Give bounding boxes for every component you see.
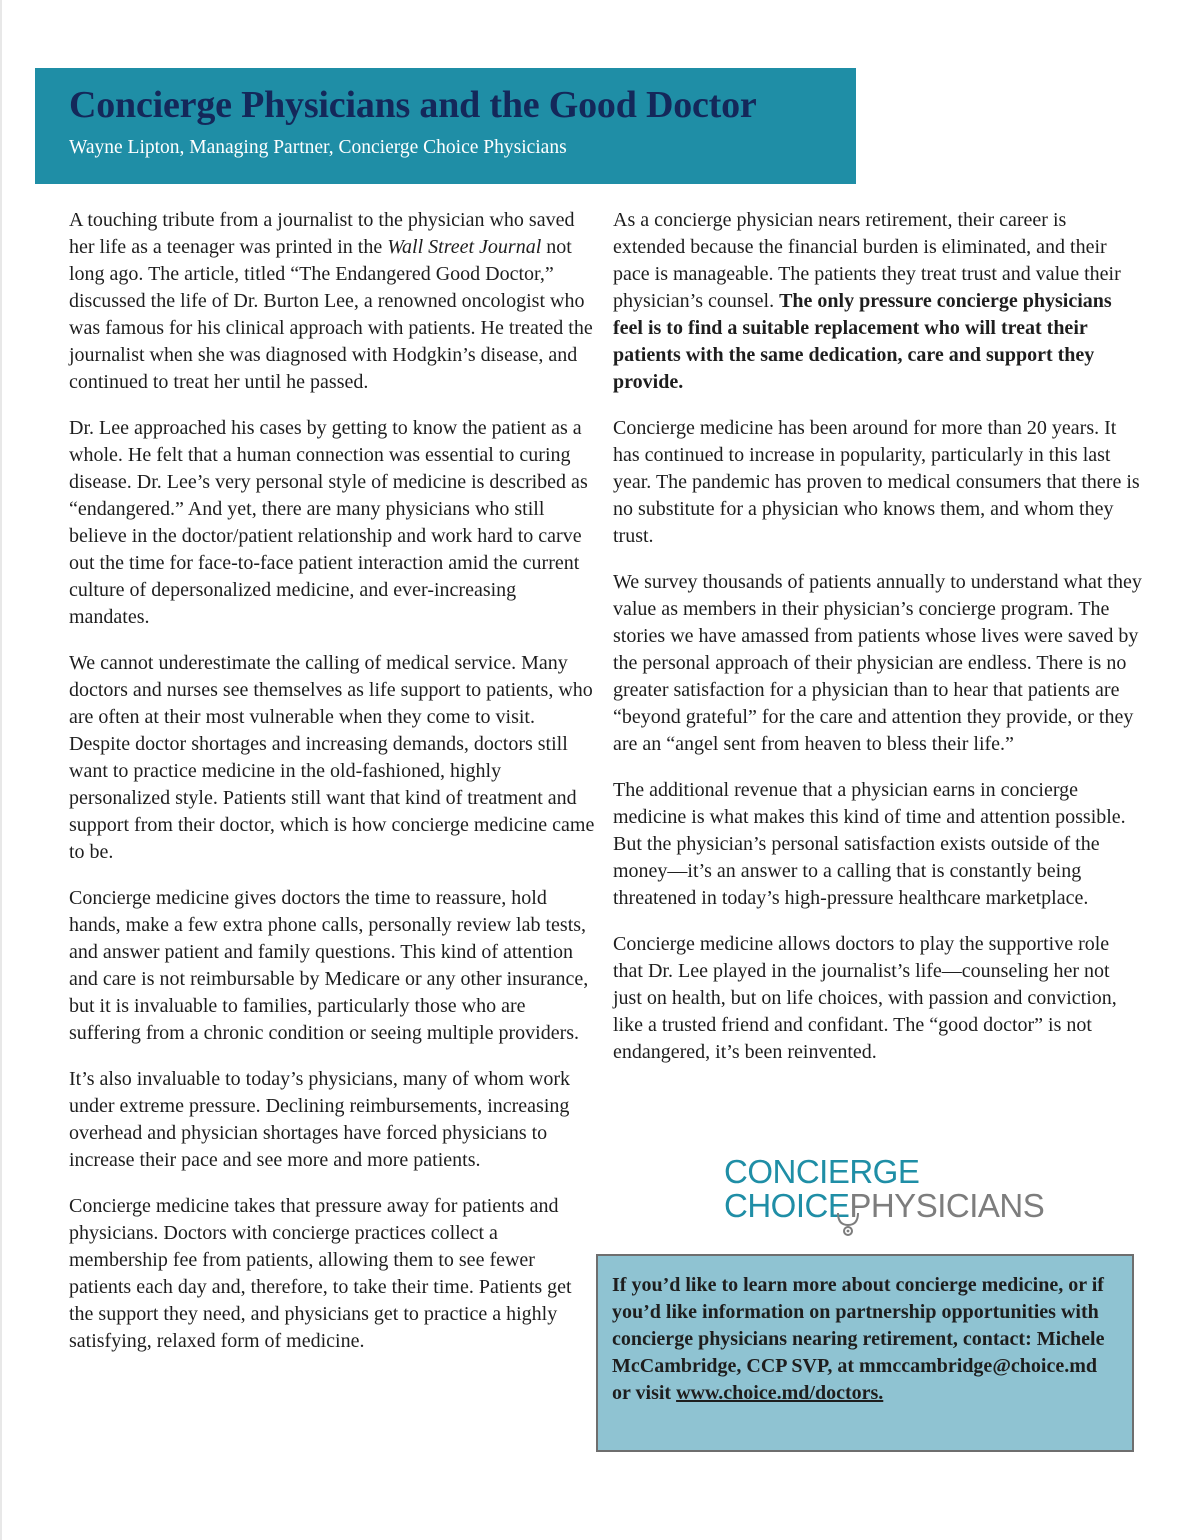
paragraph: We cannot underestimate the calling of medical service. Many doctors and nurses see themselves as life support to patients, who are often at their most vulnerable when they come to visit. Despite doctor shortages and increasing demands, doctors still want to practice medicine in the old-fashioned, highly personalized style. Patients still want that kind of treatment and support from their doctor, which is how concierge medicine came to be.	[69, 652, 595, 863]
callout-body: If you’d like to learn more about concierge medicine, or if you’d like information on partnership opportunities with concierge physicians nearing retirement, contact: Michele McCambridge, CCP SVP, at mmccambridge@choice.md or visit	[612, 1274, 1105, 1404]
paragraph	[69, 207, 601, 396]
paragraph-text: A touching tribute from a journalist to the physician who saved her life as a teenager was printed in the	[69, 209, 575, 258]
logo-line-concierge: CONCIERGE	[724, 1153, 920, 1190]
paragraph: We survey thousands of patients annually to understand what they value as members in their physician’s concierge program. The stories we have amassed from patients whose lives were saved by the personal approach of their physician are endless. There is no greater satisfaction for a physician than to hear that patients are “beyond grateful” for the care and attention they provide, or they are an “angel sent from heaven to bless their life.”	[613, 571, 1142, 755]
doctors-link[interactable]: www.choice.md/doctors.	[676, 1382, 884, 1404]
paragraph: The additional revenue that a physician earns in concierge medicine is what makes this kind of time and attention possible. But the physician’s personal satisfaction exists outside of the money—it’s an answer to a calling that is constantly being threatened in today’s high-pressure healthcare marketplace.	[613, 779, 1126, 909]
page-edge	[0, 0, 2, 1540]
logo-word-physicians: PHYSICIANS	[849, 1187, 1045, 1224]
logo-word-choice: CHOICE	[724, 1187, 850, 1224]
paragraph: Dr. Lee approached his cases by getting to know the patient as a whole. He felt that a human connection was essential to curing disease. Dr. Lee’s very personal style of medicine is described as “endangered.” And yet, there are many physicians who still believe in the doctor/patient relationship and work hard to carve out the time for face-to-face patient interaction amid the current culture of depersonalized medicine, and ever-increasing mandates.	[69, 417, 588, 628]
paragraph	[613, 207, 1143, 396]
paragraph: Concierge medicine has been around for more than 20 years. It has continued to increase in popularity, particularly in this last year. The pandemic has proven to medical consumers that there is no substitute for a physician who knows them, and whom they trust.	[613, 417, 1140, 547]
paragraph: It’s also invaluable to today’s physicians, many of whom work under extreme pressure. Declining reimbursements, increasing overhead and physician shortages have forced physicians to increase their pace and see more and more patients.	[69, 1068, 571, 1171]
right-column	[613, 207, 1143, 1085]
article-byline: Wayne Lipton, Managing Partner, Concierge Choice Physicians	[69, 137, 567, 158]
paragraph: Concierge medicine gives doctors the time to reassure, hold hands, make a few extra phone calls, personally review lab tests, and answer patient and family questions. This kind of attention and care is not reimbursable by Medicare or any other insurance, but it is invaluable to families, particularly those who are suffering from a chronic condition or seeing multiple providers.	[69, 887, 589, 1044]
article-title: Concierge Physicians and the Good Doctor	[69, 84, 757, 126]
left-column	[69, 207, 601, 1374]
company-logo	[724, 1155, 1044, 1245]
paragraph-text: As a concierge physician nears retirement, their career is extended because the financial burden is eliminated, and their pace is manageable. The patients they treat trust and value their physician’s counsel.	[613, 209, 1121, 312]
paragraph-text: not long ago. The article, titled “The Endangered Good Doctor,” discussed the life of Dr. Burton Lee, a renowned oncologist who was famous for his clinical approach with patients. He treated the journalist when she was diagnosed with Hodgkin’s disease, and continued to treat her until he passed.	[69, 236, 593, 393]
article-header	[35, 68, 856, 184]
bold-statement: The only pressure concierge physicians feel is to find a suitable replacement who will treat their patients with the same dedication, care and support they provide.	[613, 290, 1112, 393]
contact-callout	[596, 1254, 1134, 1452]
journal-name: Wall Street Journal	[387, 236, 542, 258]
logo-line-choice-physicians	[724, 1189, 1044, 1223]
callout-text	[612, 1272, 1120, 1407]
stethoscope-icon	[834, 1211, 874, 1237]
paragraph: Concierge medicine allows doctors to play the supportive role that Dr. Lee played in the journalist’s life—counseling her not just on health, but on life choices, with passion and conviction, like a trusted friend and confidant. The “good doctor” is not endangered, it’s been reinvented.	[613, 933, 1117, 1063]
paragraph: Concierge medicine takes that pressure away for patients and physicians. Doctors with concierge practices collect a membership fee from patients, allowing them to see fewer patients each day and, therefore, to take their time. Patients get the support they need, and physicians get to practice a highly satisfying, relaxed form of medicine.	[69, 1195, 572, 1352]
